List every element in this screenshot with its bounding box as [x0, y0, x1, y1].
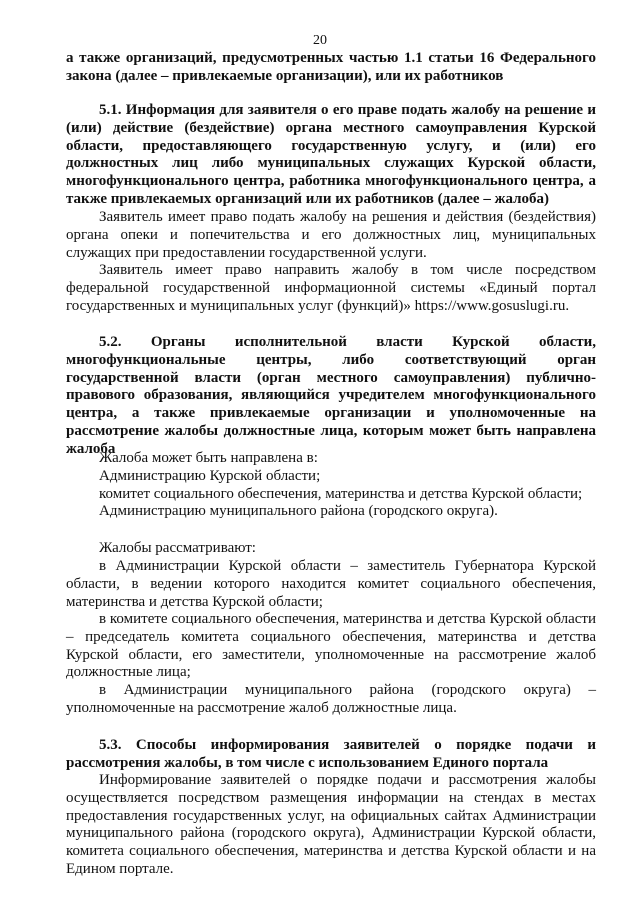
review-item-2: в комитете социального обеспечения, материнства и детства Курской области – председатель комитета социального обеспечения, материнства и детства Курской области, его заместители, уполномоченные на рассмотрение жалоб должностные лица;: [66, 611, 596, 681]
page-number: 20: [313, 33, 327, 48]
intro-heading: а также организаций, предусмотренных частью 1.1 статьи 16 Федерального закона (далее – привлекаемые организации), или их работников: [66, 50, 596, 84]
list-intro: Жалоба может быть направлена в:: [99, 450, 318, 466]
section-5-2-heading: 5.2. Органы исполнительной власти Курской области, многофункциональные центры, либо соответствующий орган государственной власти (орган местного самоуправления) публично-правового образования, являющийся учредителем многофункционального центра, а также привлекаемые организации и уполномоченные на рассмотрение жалобы должностные лица, которым может быть направлена жалоба: [66, 334, 596, 457]
list-item: Администрацию муниципального района (городского округа).: [99, 503, 498, 520]
section-5-3-paragraph-1: Информирование заявителей о порядке подачи и рассмотрения жалобы осуществляется посредством размещения информации на стендах в местах предоставления государственных услуг, на официальных сайтах Администрации муниципального района (городского округа), Администрации Курской области, комитета социального обеспечения, материнства и детства Курской области и на Едином портале.: [66, 772, 596, 877]
section-5-1-heading: 5.1. Информация для заявителя о его праве подать жалобу на решение и (или) действие (бездействие) органа местного самоуправления Курской области, предоставляющего государственную услугу, и (или) его должностных лиц либо муниципальных служащих Курской области, многофункционального центра, работника многофункционального центра, а также привлекаемых организаций или их работников (далее – жалоба): [66, 102, 596, 207]
review-item-3: в Администрации муниципального района (городского округа) – уполномоченные на рассмотрение жалоб должностные лица.: [66, 682, 596, 716]
list-item: комитет социального обеспечения, материнства и детства Курской области;: [99, 485, 583, 502]
review-intro-block: [66, 540, 596, 558]
review-intro: Жалобы рассматривают:: [99, 540, 256, 556]
section-5-1-paragraph-1: Заявитель имеет право подать жалобу на решения и действия (бездействия) органа опеки и попечительства и его должностных лиц, муниципальных служащих при предоставлении государственной услуги.: [66, 209, 596, 261]
list-item: Администрацию Курской области;: [99, 467, 321, 484]
section-5-3-heading: 5.3. Способы информирования заявителей о порядке подачи и рассмотрения жалобы, в том числе с использованием Единого портала: [66, 737, 596, 771]
review-item-1: в Администрации Курской области – заместитель Губернатора Курской области, в ведении которого находится комитет социального обеспечения, материнства и детства Курской области;: [66, 558, 596, 610]
section-5-1-paragraph-2: Заявитель имеет право направить жалобу в том числе посредством федеральной государственной информационной системы «Единый портал государственных и муниципальных услуг (функций)» https://www.gosuslugi.ru.: [66, 262, 596, 314]
complaint-destination-list: [66, 450, 596, 521]
